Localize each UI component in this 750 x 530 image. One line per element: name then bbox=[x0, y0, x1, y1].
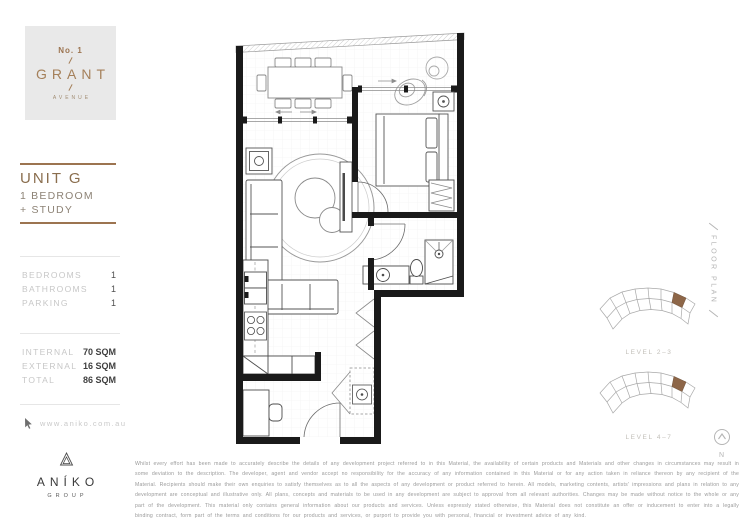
tv-unit bbox=[340, 162, 352, 232]
area-value: 16 SQM bbox=[82, 361, 116, 371]
keyplan-label: LEVEL 4–7 bbox=[625, 434, 673, 441]
logo-slash-icon bbox=[68, 84, 72, 91]
area-row-external bbox=[22, 361, 116, 375]
cursor-icon bbox=[24, 418, 33, 429]
divider bbox=[20, 404, 120, 405]
brand-name: ANÍKO bbox=[36, 475, 100, 489]
accent-rule bbox=[20, 222, 116, 224]
unit-title: UNIT G bbox=[20, 170, 83, 187]
brand-subtitle: GROUP bbox=[47, 493, 88, 499]
slash-icon bbox=[708, 309, 717, 317]
unit-subtitle-line1: 1 BEDROOM bbox=[20, 190, 94, 202]
stat-value: 1 bbox=[110, 298, 116, 308]
keyplan-level-2-3 bbox=[597, 285, 701, 349]
floor-plan bbox=[228, 22, 476, 458]
stat-row-bathrooms bbox=[22, 284, 116, 298]
compass-label: N bbox=[718, 452, 726, 459]
area-label: INTERNAL bbox=[22, 347, 75, 357]
floorplan-tab bbox=[700, 208, 726, 332]
stat-row-bedrooms bbox=[22, 270, 116, 284]
development-logo bbox=[25, 26, 116, 120]
unit-subtitle-line2: + STUDY bbox=[20, 204, 74, 216]
shower bbox=[425, 240, 453, 284]
disclaimer-text: Whilst every effort has been made to accurately describe the details of any development project referred to in this Material, the availability of certain products and Materials and other changes in circumstances may result in some deviation to the description. The developer, agent and vendor accept no responsibility for the accuracy of any information contained in this Material or for any action taken in reliance thereon by any recipient of the Material. Recipients should make their own enquiries to satisfy themselves as to all the aspects of any development or product referred to herein. All models, marketing contents, artists' impressions and plans in relation to any development are conceptual and illustrative only. All plans, concepts and materials to be used in any development are subject to approval from all relevant authorities. Changes may be made without notice to the whole or any part of the development. This material only contains general information about our products and services. Unless expressly stated otherwise, this Material does not constitute an offer or inducement to enter into a legally binding contract, form part of the terms and conditions for our products and services, or purport to provide you with personal, financial or investment advice of any kind. bbox=[135, 461, 739, 520]
cooktop bbox=[245, 312, 267, 340]
wardrobe bbox=[429, 180, 454, 211]
stat-label: BATHROOMS bbox=[22, 284, 88, 294]
logo-slash-icon bbox=[68, 57, 72, 64]
stat-row-parking bbox=[22, 298, 116, 312]
area-value: 70 SQM bbox=[82, 347, 116, 357]
area-row-internal bbox=[22, 347, 116, 361]
living-side-table bbox=[246, 148, 272, 174]
accent-rule bbox=[20, 163, 116, 165]
area-value: 86 SQM bbox=[82, 375, 116, 385]
brand-logo bbox=[20, 452, 112, 499]
website-row bbox=[24, 418, 127, 429]
bedside-table bbox=[433, 92, 454, 111]
divider bbox=[20, 256, 120, 257]
unit-stats bbox=[22, 270, 116, 312]
unit-areas bbox=[22, 347, 116, 389]
area-row-total bbox=[22, 375, 116, 389]
logo-subtitle: AVENUE bbox=[52, 94, 92, 101]
logo-name: GRANT bbox=[36, 65, 110, 82]
area-label: TOTAL bbox=[22, 375, 56, 385]
stat-label: BEDROOMS bbox=[22, 270, 82, 280]
stat-label: PARKING bbox=[22, 298, 69, 308]
compass bbox=[711, 428, 733, 459]
toilet bbox=[410, 260, 423, 285]
floorplan-tab-label: FLOOR PLAN bbox=[709, 235, 717, 305]
kitchen-counter bbox=[243, 260, 268, 356]
aniko-mark-icon bbox=[59, 452, 74, 466]
stat-value: 1 bbox=[110, 270, 116, 280]
kitchen-peninsula bbox=[243, 356, 315, 374]
stat-value: 1 bbox=[110, 284, 116, 294]
keyplan-label: LEVEL 2–3 bbox=[625, 349, 673, 356]
area-label: EXTERNAL bbox=[22, 361, 78, 371]
divider bbox=[20, 333, 120, 334]
bed bbox=[376, 114, 448, 186]
keyplan-level-4-7 bbox=[597, 369, 701, 433]
logo-number: No. 1 bbox=[58, 45, 83, 55]
slash-icon bbox=[708, 223, 717, 231]
website-link[interactable]: www.aniko.com.au bbox=[40, 419, 127, 428]
north-arrow-icon bbox=[713, 428, 731, 446]
